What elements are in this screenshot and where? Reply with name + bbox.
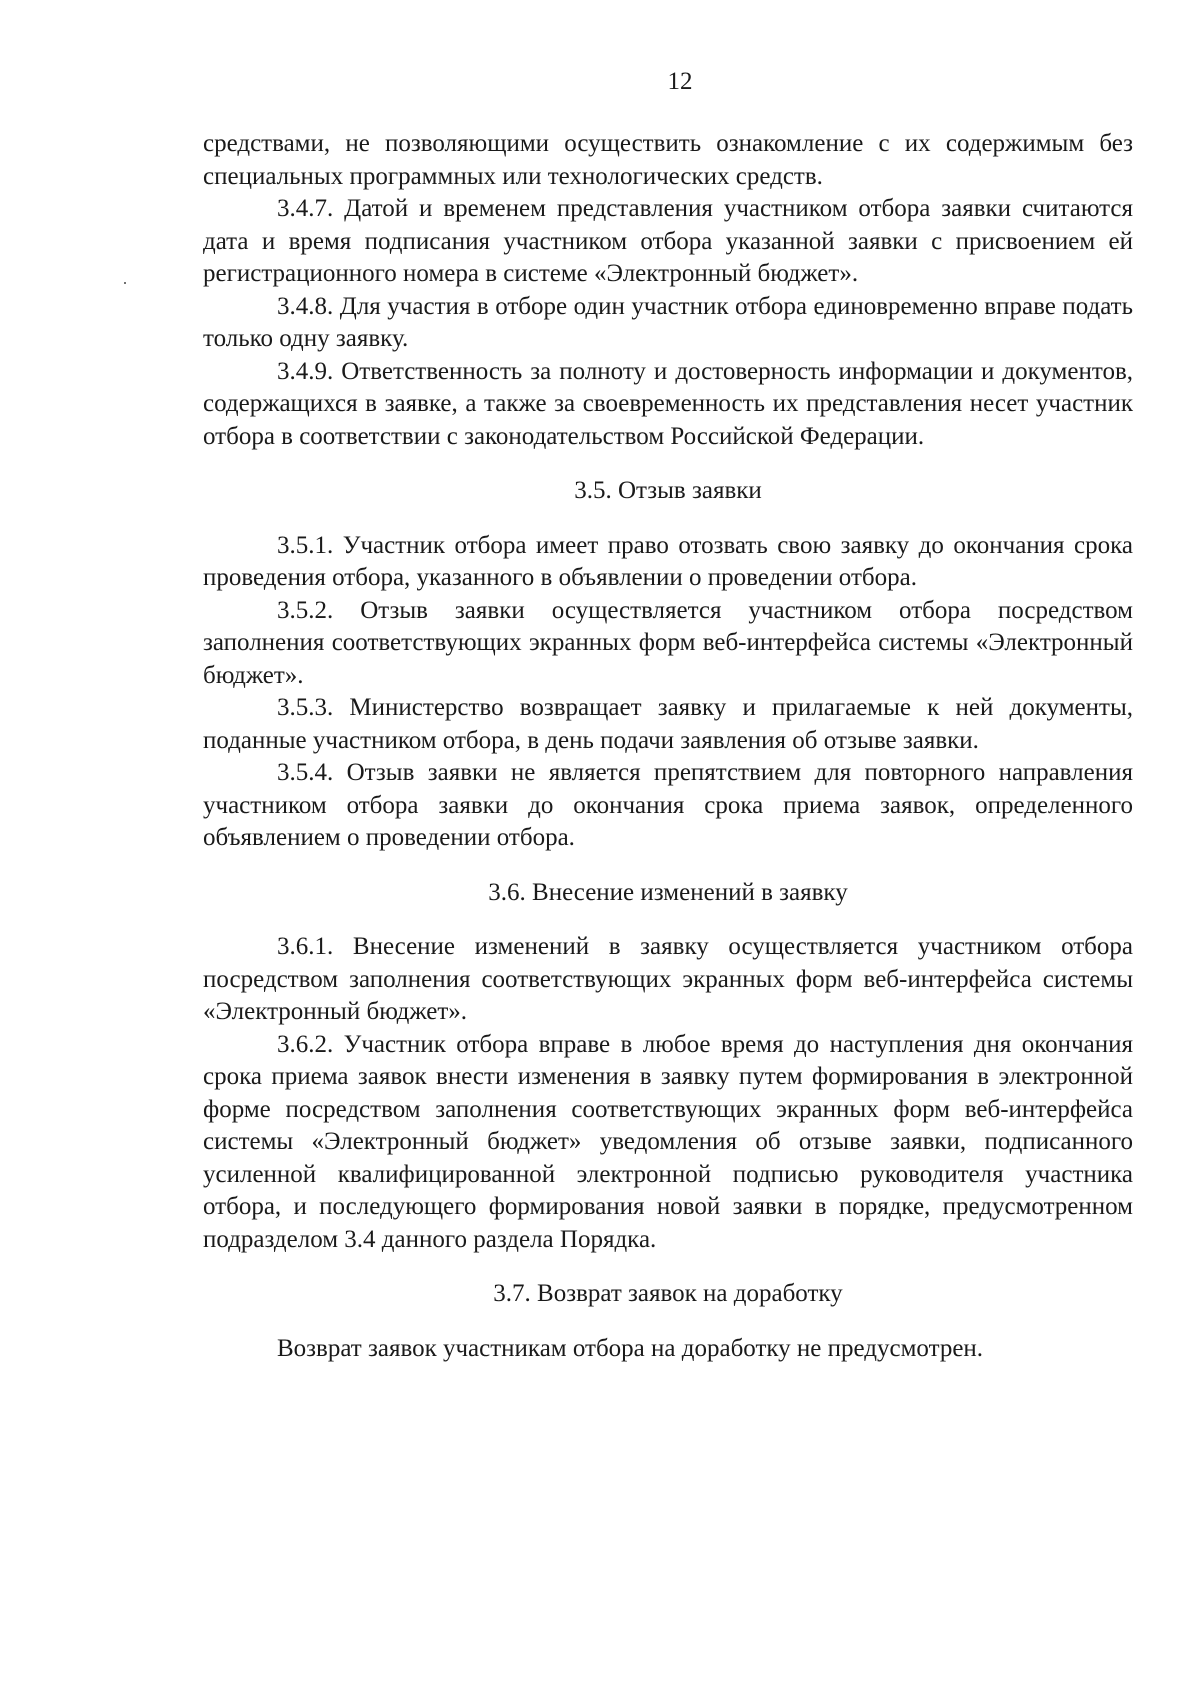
paragraph-3-5-1: 3.5.1. Участник отбора имеет право отозвать свою заявку до окончания срока проведения отбора, указанного в объявлении о проведении отбора. — [203, 531, 1133, 591]
scan-speck — [124, 282, 126, 284]
section-heading-3-5: 3.5. Отзыв заявки — [574, 477, 762, 504]
paragraph-3-6-1: 3.6.1. Внесение изменений в заявку осуществляется участником отбора посредством заполнения соответствующих экранных форм веб-интерфейса системы «Электронный бюджет». — [203, 933, 1133, 1025]
paragraph-3-5-4: 3.5.4. Отзыв заявки не является препятствием для повторного направления участником отбора заявки до окончания срока приема заявок, определенного объявлением о проведении отбора. — [203, 759, 1133, 851]
document-body — [203, 128, 1133, 1365]
paragraph-3-4-8: 3.4.8. Для участия в отборе один участник отбора единовременно вправе подать только одну заявку. — [203, 292, 1133, 352]
paragraph-3-4-7: 3.4.7. Датой и временем представления участником отбора заявки считаются дата и время подписания участником отбора указанной заявки с присвоением ей регистрационного номера в системе «Электронный бюджет». — [203, 195, 1133, 287]
paragraph-3-4-6-continuation: средствами, не позволяющими осуществить ознакомление с их содержимым без специальных программных или технологических средств. — [203, 130, 1133, 190]
paragraph-3-6-2: 3.6.2. Участник отбора вправе в любое время до наступления дня окончания срока приема заявок внести изменения в заявку путем формирования в электронной форме посредством заполнения соответствующих экранных форм веб-интерфейса системы «Электронный бюджет» уведомления об отзыве заявки, подписанного усиленной квалифицированной электронной подписью руководителя участника отбора, и последующего формирования новой заявки в порядке, предусмотренном подразделом 3.4 данного раздела Порядка. — [203, 1030, 1133, 1253]
page-number: 12 — [667, 68, 693, 95]
paragraph-3-5-3: 3.5.3. Министерство возвращает заявку и прилагаемые к ней документы, поданные участником отбора, в день подачи заявления об отзыве заявки. — [203, 694, 1133, 754]
paragraph-3-4-9: 3.4.9. Ответственность за полноту и достоверность информации и документов, содержащихся в заявке, а также за своевременность их представления несет участник отбора в соответствии с законодательством Российской Федерации. — [203, 357, 1133, 450]
paragraph-3-5-2: 3.5.2. Отзыв заявки осуществляется участником отбора посредством заполнения соответствующих экранных форм веб-интерфейса системы «Электронный бюджет». — [203, 596, 1133, 689]
paragraph-3-7: Возврат заявок участникам отбора на доработку не предусмотрен. — [277, 1334, 984, 1362]
section-heading-3-6: 3.6. Внесение изменений в заявку — [488, 878, 848, 906]
section-heading-3-7: 3.7. Возврат заявок на доработку — [493, 1280, 843, 1307]
